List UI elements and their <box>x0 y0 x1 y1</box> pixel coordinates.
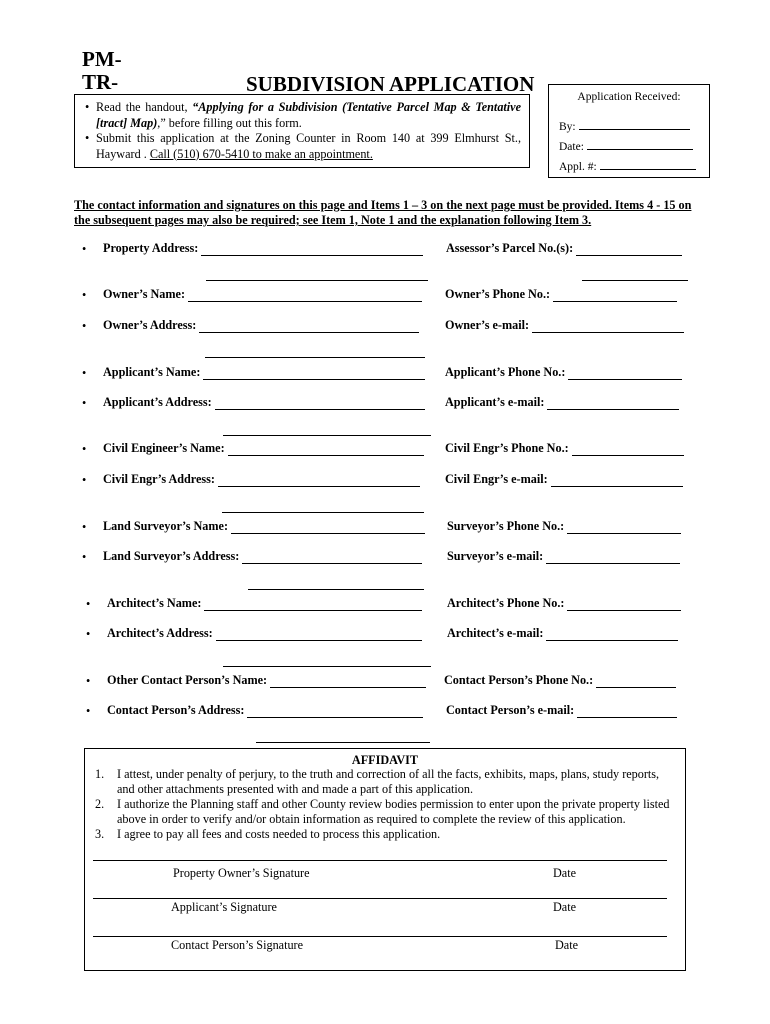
engineer-phone-field[interactable] <box>445 441 684 456</box>
field-label: Civil Engineer’s Name: <box>103 441 225 455</box>
contact-signature-label: Contact Person’s Signature <box>171 938 304 952</box>
architect-address-field[interactable] <box>107 626 422 641</box>
architect-name-field[interactable] <box>107 596 422 611</box>
field-label: Surveyor’s e-mail: <box>447 549 544 563</box>
received-title: Application Received: <box>577 91 681 103</box>
received-date-row <box>559 138 693 153</box>
affidavit-text: I attest, under penalty of perjury, to the truth and correction of all the facts, exhibits, maps, plans, study reports, and other attachments presented with and made a part of this application. <box>117 767 660 796</box>
appointment-phone-link[interactable]: Call (510) 670-5410 to make an appointment. <box>149 146 373 161</box>
bullet: • <box>82 442 87 456</box>
field-label: Contact Person’s Phone No.: <box>444 673 594 687</box>
property-address-continuation[interactable] <box>206 279 428 281</box>
engineer-name-field[interactable] <box>103 441 424 456</box>
contact-signature-line[interactable] <box>93 936 667 937</box>
application-received-box <box>548 84 710 178</box>
affidavit-item: 1. I attest, under penalty of perjury, to the truth and correction of all the facts, exhibits, maps, plans, study reports, and other attachments presented with and made a part of this application. <box>95 767 675 797</box>
bullet: • <box>85 100 90 114</box>
applicant-signature-label: Applicant’s Signature <box>171 900 277 914</box>
bullet: • <box>82 396 87 410</box>
contact-phone-field[interactable] <box>444 673 676 688</box>
property-address-field[interactable] <box>103 241 423 256</box>
field-label: Applicant’s Phone No.: <box>445 365 566 379</box>
field-label: Surveyor’s Phone No.: <box>447 519 565 533</box>
architect-email-field[interactable] <box>447 626 678 641</box>
pm-code: PM- <box>82 47 122 71</box>
instruction-item <box>85 100 521 131</box>
tr-code: TR- <box>82 70 119 94</box>
applicant-address-field[interactable] <box>103 395 425 410</box>
field-label: Contact Person’s e-mail: <box>446 703 575 717</box>
applicant-name-field[interactable] <box>103 365 425 380</box>
affidavit-text: I authorize the Planning staff and other County review bodies permission to enter upon the private property listed above in order to verify and/or obtain information as required to complete the review of this application. <box>117 797 670 826</box>
field-label: Architect’s Name: <box>107 596 202 610</box>
owner-address-field[interactable] <box>103 318 419 333</box>
owner-signature-label: Property Owner’s Signature <box>173 866 310 880</box>
instruction-text: ,” before filling out this form. <box>157 115 302 130</box>
affidavit-text: I agree to pay all fees and costs needed to process this application. <box>117 827 441 841</box>
bullet: • <box>85 131 90 145</box>
applicant-email-field[interactable] <box>445 395 679 410</box>
received-by-label: By: <box>559 121 576 133</box>
bullet: • <box>82 242 87 256</box>
owner-date-label: Date <box>553 866 577 880</box>
field-label: Applicant’s Address: <box>103 395 212 409</box>
field-label: Architect’s Phone No.: <box>447 596 565 610</box>
contact-address-field[interactable] <box>107 703 423 718</box>
field-label: Architect’s Address: <box>107 626 213 640</box>
bullet: • <box>86 704 91 718</box>
owner-name-field[interactable] <box>103 287 422 302</box>
applicant-address-continuation[interactable] <box>223 434 431 436</box>
owner-email-field[interactable] <box>445 318 684 333</box>
instructions-box <box>74 94 530 168</box>
applicant-phone-field[interactable] <box>445 365 682 380</box>
architect-phone-field[interactable] <box>447 596 681 611</box>
received-date-label: Date: <box>559 141 584 153</box>
bullet: • <box>82 550 87 564</box>
received-by-field[interactable] <box>579 118 690 130</box>
page-title: SUBDIVISION APPLICATION <box>246 72 535 96</box>
field-label: Contact Person’s Address: <box>107 703 245 717</box>
surveyor-phone-field[interactable] <box>447 519 681 534</box>
received-by-row <box>559 118 690 133</box>
contact-name-field[interactable] <box>107 673 426 688</box>
field-label: Owner’s Name: <box>103 287 186 301</box>
engineer-address-continuation[interactable] <box>222 511 424 513</box>
applicant-date-label: Date <box>553 900 577 914</box>
applicant-signature-line[interactable] <box>93 898 667 899</box>
contact-email-field[interactable] <box>446 703 677 718</box>
field-label: Applicant’s Name: <box>103 365 201 379</box>
contact-address-continuation[interactable] <box>256 741 430 743</box>
field-label: Civil Engr’s e-mail: <box>445 472 548 486</box>
contact-date-label: Date <box>555 938 579 952</box>
field-label: Applicant’s e-mail: <box>445 395 545 409</box>
field-label: Owner’s e-mail: <box>445 318 530 332</box>
field-label: Owner’s Address: <box>103 318 197 332</box>
affidavit-item: 3. I agree to pay all fees and costs needed to process this application. <box>95 827 441 841</box>
field-label: Other Contact Person’s Name: <box>107 673 268 687</box>
field-label: Owner’s Phone No.: <box>445 287 551 301</box>
field-label: Civil Engr’s Address: <box>103 472 215 486</box>
engineer-email-field[interactable] <box>445 472 683 487</box>
instruction-text: Submit this application at the Zoning Counter in Room 140 at 399 Elmhurst St., Hayward . <box>96 131 521 161</box>
bullet: • <box>86 627 91 641</box>
affidavit-box <box>84 748 686 971</box>
parcel-number-field[interactable] <box>446 241 682 256</box>
field-label: Land Surveyor’s Name: <box>103 519 229 533</box>
instruction-text: Read the handout, <box>96 100 193 114</box>
surveyor-address-field[interactable] <box>103 549 422 564</box>
appl-number-row <box>559 158 696 173</box>
bullet: • <box>86 674 91 688</box>
owner-signature-line[interactable] <box>93 860 667 861</box>
bullet: • <box>82 319 87 333</box>
bullet: • <box>82 520 87 534</box>
affidavit-title: AFFIDAVIT <box>351 753 419 767</box>
architect-address-continuation[interactable] <box>223 665 431 667</box>
required-items-notice: The contact information and signatures on this page and Items 1 – 3 on the next page must be provided. Items 4 - 15 on the subsequent pages may also be required; see Item 1, Note 1 and the explanation following Item 3. <box>74 198 692 227</box>
field-label: Property Address: <box>103 241 199 255</box>
bullet: • <box>86 597 91 611</box>
application-type-codes <box>82 48 122 94</box>
field-label: Land Surveyor’s Address: <box>103 549 240 563</box>
handout-title: “Applying for a Subdivision (Tentative Parcel Map & Tentative [tract] Map) <box>96 100 522 130</box>
surveyor-address-continuation[interactable] <box>248 588 424 590</box>
surveyor-name-field[interactable] <box>103 519 425 534</box>
bullet: • <box>82 473 87 487</box>
field-label: Civil Engr’s Phone No.: <box>445 441 569 455</box>
field-label: Assessor’s Parcel No.(s): <box>446 241 574 255</box>
appl-number-label: Appl. #: <box>559 161 597 173</box>
bullet: • <box>82 366 87 380</box>
owner-address-continuation[interactable] <box>205 356 425 358</box>
parcel-number-continuation[interactable] <box>582 279 688 281</box>
received-date-field[interactable] <box>587 138 693 150</box>
surveyor-email-field[interactable] <box>447 549 680 564</box>
appl-number-field[interactable] <box>600 158 696 170</box>
affidavit-item: 2. I authorize the Planning staff and other County review bodies permission to enter upon the private property listed above in order to verify and/or obtain information as required to complete the review of this application. <box>95 797 675 827</box>
field-label: Architect’s e-mail: <box>447 626 544 640</box>
instruction-item <box>85 131 521 162</box>
owner-phone-field[interactable] <box>445 287 677 302</box>
bullet: • <box>82 288 87 302</box>
engineer-address-field[interactable] <box>103 472 420 487</box>
